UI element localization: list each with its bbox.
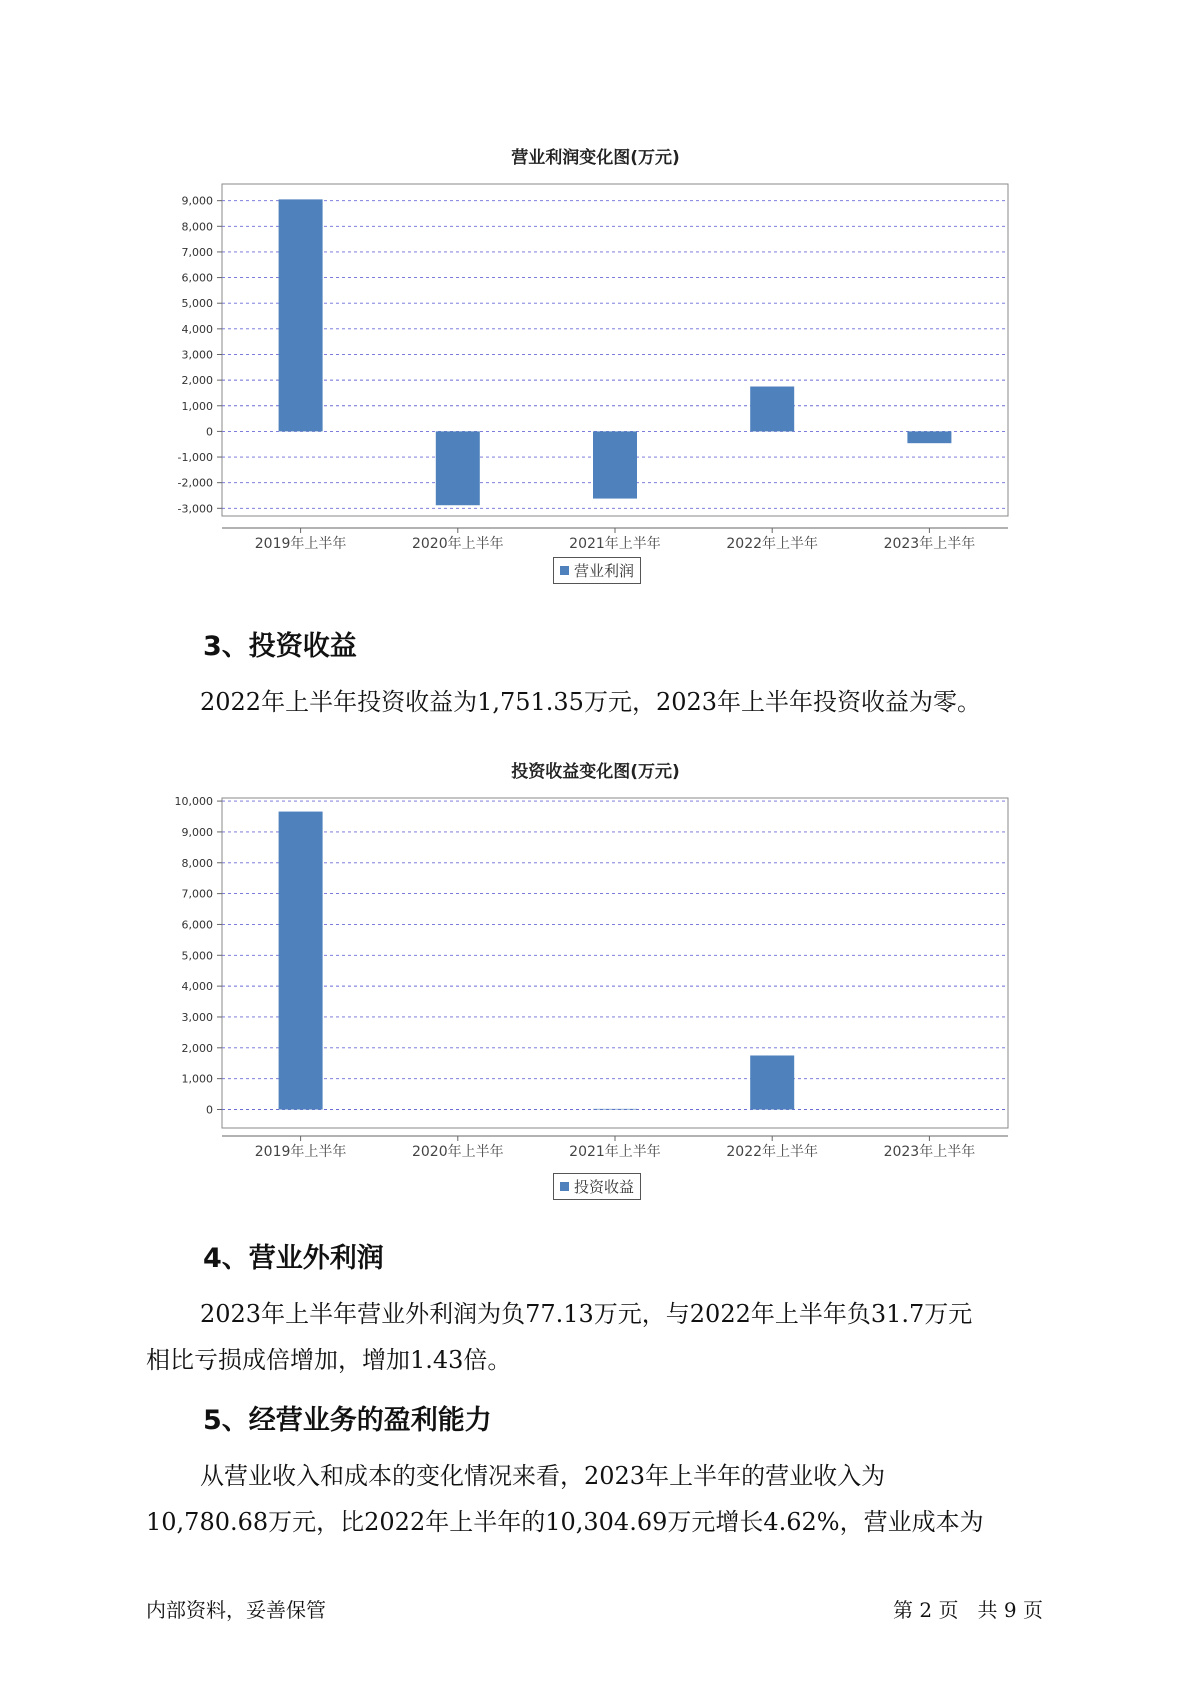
bar — [593, 431, 637, 498]
y-tick-label: -3,000 — [177, 502, 213, 516]
y-tick-label: 5,000 — [181, 297, 213, 311]
footer-page-number: 第 2 页 共 9 页 — [893, 1598, 1043, 1622]
chart-legend — [553, 557, 641, 584]
bar — [436, 431, 480, 505]
legend-label: 营业利润 — [574, 562, 635, 580]
paragraph-line: 10,780.68万元，比2022年上半年的10,304.69万元增长4.62%，营业成本为 — [146, 1508, 984, 1536]
chart-title: 营业利润变化图(万元) — [511, 148, 680, 168]
x-tick-label: 2019年上半年 — [254, 1144, 347, 1160]
y-tick-label: 0 — [206, 1103, 213, 1117]
y-tick-label: 2,000 — [181, 1041, 213, 1055]
y-tick-label: 3,000 — [181, 348, 213, 362]
bar — [593, 1109, 637, 1110]
x-tick-label: 2021年上半年 — [569, 1144, 661, 1160]
legend-swatch — [560, 1182, 569, 1191]
y-tick-label: 8,000 — [181, 856, 213, 870]
y-tick-label: 6,000 — [181, 271, 213, 285]
operating-profit-plot — [0, 170, 1191, 730]
legend-swatch — [560, 566, 569, 575]
y-tick-label: 1,000 — [181, 1072, 213, 1086]
y-tick-label: 8,000 — [181, 220, 213, 234]
x-tick-label: 2021年上半年 — [569, 536, 661, 552]
section-heading-non-operating-profit: 4、营业外利润 — [203, 1243, 384, 1274]
y-tick-label: -1,000 — [177, 451, 213, 465]
y-tick-label: 7,000 — [181, 245, 213, 259]
paragraph-line: 相比亏损成倍增加，增加1.43倍。 — [146, 1346, 512, 1374]
y-tick-label: 9,000 — [181, 194, 213, 208]
section-heading-investment-income: 3、投资收益 — [203, 631, 357, 662]
investment-income-plot — [0, 790, 1191, 1190]
y-tick-label: 9,000 — [181, 825, 213, 839]
y-tick-label: 2,000 — [181, 374, 213, 388]
x-tick-label: 2022年上半年 — [726, 1144, 819, 1160]
x-tick-label: 2020年上半年 — [411, 536, 504, 552]
bar — [750, 387, 794, 432]
x-tick-label: 2022年上半年 — [726, 536, 819, 552]
y-tick-label: 7,000 — [181, 887, 213, 901]
y-tick-label: 1,000 — [181, 399, 213, 413]
y-tick-label: -2,000 — [177, 476, 213, 490]
paragraph-line: 2023年上半年营业外利润为负77.13万元，与2022年上半年负31.7万元 — [200, 1300, 973, 1328]
x-tick-label: 2020年上半年 — [411, 1144, 504, 1160]
legend-label: 投资收益 — [574, 1178, 635, 1196]
y-tick-label: 0 — [206, 425, 213, 439]
footer-confidential-note: 内部资料，妥善保管 — [146, 1598, 326, 1622]
x-tick-label: 2023年上半年 — [883, 536, 976, 552]
bar — [750, 1055, 794, 1109]
chart-legend — [553, 1173, 641, 1200]
y-tick-label: 6,000 — [181, 918, 213, 932]
bar — [907, 431, 951, 443]
y-tick-label: 4,000 — [181, 980, 213, 994]
paragraph-line: 从营业收入和成本的变化情况来看，2023年上半年的营业收入为 — [200, 1462, 886, 1490]
x-tick-label: 2019年上半年 — [254, 536, 347, 552]
y-tick-label: 10,000 — [174, 795, 213, 809]
paragraph-line: 2022年上半年投资收益为1,751.35万元，2023年上半年投资收益为零。 — [200, 688, 982, 716]
y-tick-label: 3,000 — [181, 1010, 213, 1024]
bar — [279, 199, 323, 431]
section-heading-profitability: 5、经营业务的盈利能力 — [203, 1405, 492, 1436]
bar — [279, 812, 323, 1110]
y-tick-label: 5,000 — [181, 949, 213, 963]
x-tick-label: 2023年上半年 — [883, 1144, 976, 1160]
chart-title: 投资收益变化图(万元) — [511, 762, 680, 782]
y-tick-label: 4,000 — [181, 322, 213, 336]
